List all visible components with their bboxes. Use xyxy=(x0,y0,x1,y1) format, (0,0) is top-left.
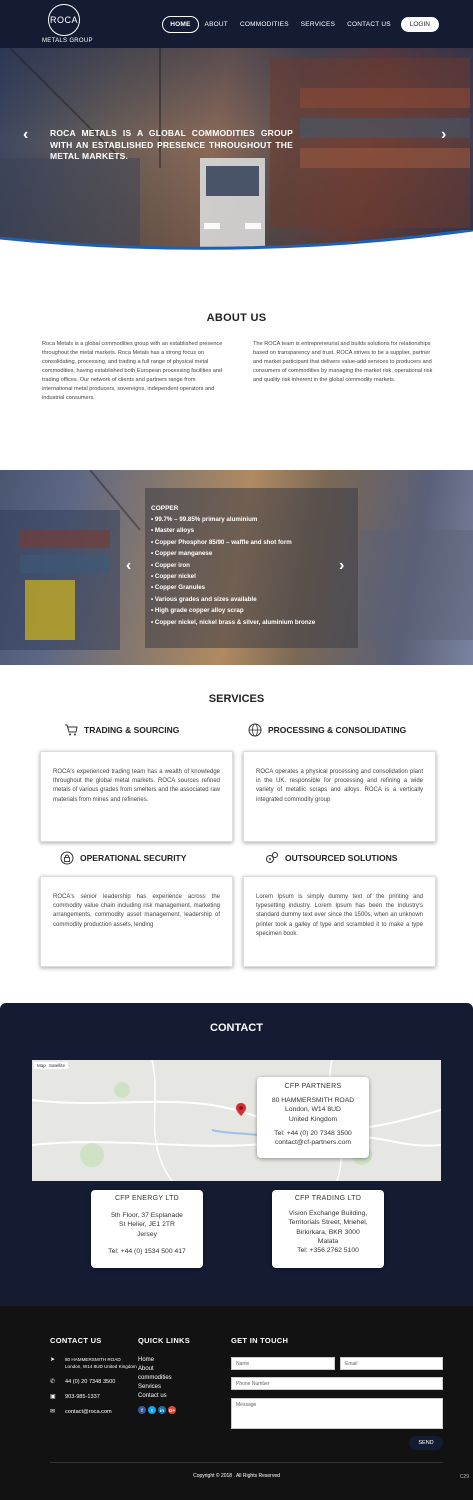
list-item: • Copper nickel xyxy=(151,573,196,581)
shopping-cart-icon xyxy=(64,723,78,737)
footer-address-line1: 80 HAMMERSMITH ROAD xyxy=(65,1357,121,1362)
logo-text: ROCA xyxy=(49,15,78,25)
footer-phone: ✆ 44 (0) 20 7348 3500 xyxy=(50,1378,116,1385)
cfp-energy-line2: St Helier, JE1 2TR xyxy=(119,1221,175,1229)
list-item: • Various grades and sizes available xyxy=(151,595,257,603)
site-header xyxy=(0,0,473,48)
hero-next-arrow-icon[interactable]: › xyxy=(441,126,447,143)
cfp-energy-name: CFP ENERGY LTD xyxy=(114,1195,180,1202)
footer-link-contact-us[interactable]: Contact us xyxy=(138,1393,167,1399)
nav-commodities[interactable]: COMMODITIES xyxy=(239,21,289,28)
logo-subtitle: METALS GROUP xyxy=(42,38,93,44)
footer-address xyxy=(50,1356,137,1370)
services-title: SERVICES xyxy=(208,693,265,705)
footer-link-about[interactable]: About xyxy=(138,1366,154,1372)
about-text-right: The ROCA team is entrepreneurial and builds solutions for relationships based on transparency and trust. ROCA strives to be a supplier, partner and market participant that delivers value-add services to producers and consumers of commodities by managing the market risk, operational risk and quality risk inherent in the global commodity markets. xyxy=(253,341,433,383)
cfp-trading-line3: Birkirkara, BKR 3000 xyxy=(296,1228,360,1236)
cfp-trading-line1: Vision Exchange Building, xyxy=(288,1210,368,1218)
gears-icon xyxy=(265,851,279,865)
cfp-trading-line4: Malata xyxy=(317,1237,339,1245)
google-map[interactable] xyxy=(32,1060,441,1181)
send-button[interactable]: SEND xyxy=(409,1436,443,1450)
footer-corner-label: C29 xyxy=(459,1474,469,1480)
cfp-energy-phone: Tel: +44 (0) 1534 500 417 xyxy=(108,1247,186,1255)
nav-home[interactable]: HOME xyxy=(162,16,198,33)
footer-address-line2: London, W14 8UD United Kingdom xyxy=(65,1364,137,1369)
cfp-energy-line1: 5th Floor, 37 Esplanade xyxy=(111,1212,183,1220)
list-item: • High grade copper alloy scrap xyxy=(151,607,244,615)
cfp-partners-phone: Tel: +44 (0) 20 7348 3500 xyxy=(274,1129,352,1137)
list-item: • Copper Phosphor 85/90 – waffle and shot form xyxy=(151,538,292,546)
cfp-trading-phone: Tel: +356 2762 5100 xyxy=(297,1247,359,1255)
envelope-icon: ✉ xyxy=(50,1409,56,1415)
phone-icon: ✆ xyxy=(50,1379,56,1385)
hero-wave-divider xyxy=(0,230,473,280)
phone-input[interactable]: Phone Number xyxy=(231,1377,443,1390)
products-prev-arrow-icon[interactable]: ‹ xyxy=(126,557,132,574)
service-trading-heading: TRADING & SOURCING xyxy=(64,723,179,737)
footer-link-commodities[interactable]: commodities xyxy=(138,1375,172,1381)
main-nav xyxy=(162,16,439,33)
login-button[interactable]: LOGIN xyxy=(401,17,439,32)
about-title: ABOUT US xyxy=(206,312,267,324)
about-text-left: Roca Metals is a global commodities group with an established presence throughout the metal markets. Roca Metals has a strong focus on consolidating, processing, and trading a full range of physical metal commodities, having established both European processing facilities and trading offices. Our network of clients and partners range from international metal producers, sovereigns, independent operators and industrial consumers. xyxy=(42,341,223,401)
cfp-partners-line3: United Kingdom xyxy=(288,1115,338,1123)
products-next-arrow-icon[interactable]: › xyxy=(339,557,345,574)
cfp-trading-line2: Territorials Street, Mriehel, xyxy=(288,1219,368,1227)
cfp-partners-line2: London, W14 8UD xyxy=(285,1106,341,1114)
list-item: • 99.7% – 99.85% primary aluminium xyxy=(151,516,258,523)
service-trading-card: ROCA's experienced trading team has a wealth of knowledge throughout the global metal markets. ROCA sources refined metals of various grades from smelters and the associated raw materials from mines and refineries. xyxy=(40,751,233,842)
social-links xyxy=(138,1406,176,1414)
footer-get-in-touch-title: GET IN TOUCH xyxy=(231,1336,289,1345)
globe-icon xyxy=(248,723,262,737)
list-item: • Copper iron xyxy=(151,561,190,569)
footer-link-home[interactable]: Home xyxy=(138,1357,155,1363)
footer-email[interactable]: ✉ contact@roca.com xyxy=(50,1408,112,1415)
lock-icon xyxy=(60,851,74,865)
facebook-icon[interactable]: f xyxy=(138,1406,146,1414)
copyright-text: Copyright © 2018 . All Rights Reserved xyxy=(193,1473,280,1479)
nav-services[interactable]: SERVICES xyxy=(300,21,336,28)
cfp-trading-name: CFP TRADING LTD xyxy=(294,1195,362,1202)
service-security-card: ROCA's senior leadership has experience across the commodity value chain including risk management, marketing arrangements, commodity asset management, leadership of commodity production assets, lending xyxy=(40,876,233,967)
service-processing-heading: PROCESSING & CONSOLIDATING xyxy=(248,723,406,737)
footer-quick-links-title: QUICK LINKS xyxy=(138,1336,191,1345)
cfp-partners-email[interactable]: contact@cf-partners.com xyxy=(274,1139,352,1147)
map-tiles xyxy=(32,1060,441,1181)
contact-title: CONTACT xyxy=(210,1022,263,1034)
map-tab-map[interactable]: Map xyxy=(34,1062,49,1069)
cfp-energy-card xyxy=(91,1190,203,1268)
cfp-partners-line1: 80 HAMMERSMITH ROAD xyxy=(271,1097,355,1105)
cfp-partners-name: CFP PARTNERS xyxy=(284,1083,342,1090)
email-input[interactable]: Email xyxy=(340,1357,443,1370)
service-security-heading: OPERATIONAL SECURITY xyxy=(60,851,186,865)
logo[interactable] xyxy=(48,4,80,36)
fax-icon: ▣ xyxy=(50,1394,56,1400)
footer-fax: ▣ 903-985-1337 xyxy=(50,1393,100,1400)
linkedin-icon[interactable]: in xyxy=(160,1407,164,1413)
list-item: • Copper manganese xyxy=(151,550,213,558)
service-outsourced-card: Lorem Ipsum is simply dummy text of the printing and typesetting industry. Lorem Ipsum has been the industry's standard dummy text ever since the 1500s, when an unknown printer took a galley of type and scrambled it to make a type specimen book. xyxy=(243,876,436,967)
map-pin-icon[interactable] xyxy=(236,1103,246,1116)
list-item: • Copper nickel, nickel brass & silver, aluminium bronze xyxy=(151,618,316,626)
nav-about[interactable]: ABOUT xyxy=(204,21,228,28)
products-category-title: COPPER xyxy=(151,505,179,512)
location-arrow-icon: ➤ xyxy=(50,1357,56,1363)
products-list xyxy=(151,514,315,628)
name-input[interactable]: Name xyxy=(231,1357,335,1370)
footer-link-services[interactable]: Services xyxy=(138,1384,162,1390)
nav-contact-us[interactable]: CONTACT US xyxy=(347,21,391,28)
footer-contact-title: CONTACT US xyxy=(50,1336,102,1345)
service-processing-card: ROCA operates a physical processing and consolidation plant in the UK, responsible for processing and refining a wide variety of metallic scraps and alloys. ROCA is a vertically integrated commodity group xyxy=(243,751,436,842)
footer-divider xyxy=(50,1462,443,1463)
list-item: • Copper Granules xyxy=(151,584,206,592)
google-plus-icon[interactable]: G+ xyxy=(168,1407,176,1413)
list-item: • Master alloys xyxy=(151,527,195,535)
cfp-trading-card xyxy=(272,1190,384,1268)
hero-prev-arrow-icon[interactable]: ‹ xyxy=(23,126,29,143)
message-textarea[interactable]: Message xyxy=(231,1398,443,1429)
cfp-energy-line3: Jersey xyxy=(136,1230,158,1238)
service-outsourced-heading: OUTSOURCED SOLUTIONS xyxy=(265,851,397,865)
hero-headline: ROCA METALS IS A GLOBAL COMMODITIES GROUP WITH AN ESTABLISHED PRESENCE THROUGHOUT THE METAL MARKETS. xyxy=(50,128,293,161)
map-tab-satellite[interactable]: Satellite xyxy=(46,1062,68,1069)
cfp-partners-card xyxy=(257,1077,369,1158)
twitter-icon[interactable]: t xyxy=(148,1406,156,1414)
